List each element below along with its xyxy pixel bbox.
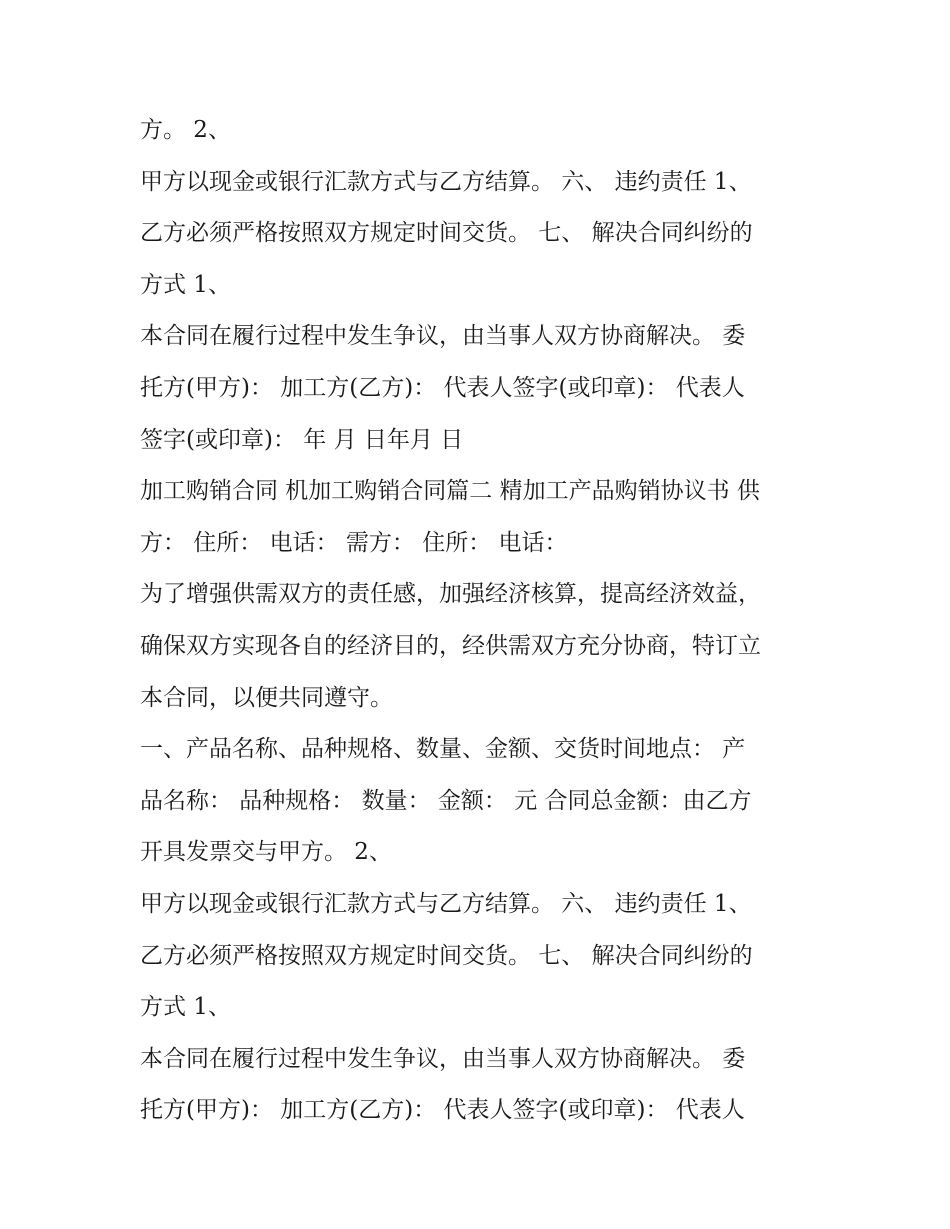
text-line: 方式 1、 — [140, 994, 231, 1021]
text-line: 甲方以现金或银行汇款方式与乙方结算。 六、 违约责任 1、 — [140, 890, 752, 917]
text-line: 托方(甲方)： 加工方(乙方)： 代表人签字(或印章)： 代表人 — [140, 374, 745, 401]
contract-body-text — [140, 105, 820, 1137]
text-line: 托方(甲方)： 加工方(乙方)： 代表人签字(或印章)： 代表人 — [140, 1097, 745, 1124]
text-line: 甲方以现金或银行汇款方式与乙方结算。 六、 违约责任 1、 — [140, 168, 752, 195]
text-line: 品名称： 品种规格： 数量： 金额： 元 合同总金额：由乙方 — [140, 787, 752, 814]
text-line: 方式 1、 — [140, 271, 231, 298]
text-line: 乙方必须严格按照双方规定时间交货。 七、 解决合同纠纷的 — [140, 220, 753, 247]
text-line: 乙方必须严格按照双方规定时间交货。 七、 解决合同纠纷的 — [140, 942, 753, 969]
text-line: 为了增强供需双方的责任感，加强经济核算，提高经济效益， — [140, 581, 761, 608]
text-line: 一、产品名称、品种规格、数量、金额、交货时间地点： 产 — [140, 736, 746, 763]
text-line: 确保双方实现各自的经济目的，经供需双方充分协商，特订立 — [140, 632, 761, 659]
text-line: 本合同，以便共同遵守。 — [140, 684, 393, 711]
text-line: 开具发票交与甲方。 2、 — [140, 839, 392, 866]
text-line: 加工购销合同 机加工购销合同篇二 精加工产品购销协议书 供 — [140, 478, 760, 505]
text-line: 方。 2、 — [140, 117, 231, 143]
text-line: 本合同在履行过程中发生争议，由当事人双方协商解决。 委 — [140, 323, 746, 350]
text-line: 签字(或印章)： 年 月 日年月 日 — [140, 426, 464, 453]
text-line: 方： 住所： 电话： 需方： 住所： 电话： — [140, 529, 568, 556]
text-line: 本合同在履行过程中发生争议，由当事人双方协商解决。 委 — [140, 1045, 746, 1072]
